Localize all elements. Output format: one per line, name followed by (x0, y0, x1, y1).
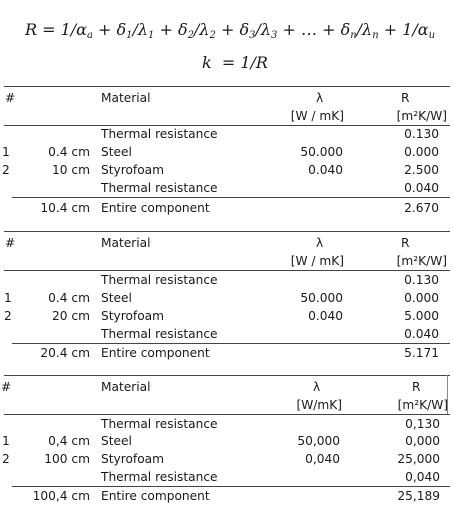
row-r: 0.000 (404, 291, 439, 305)
formula-subscript: n (372, 30, 379, 41)
header-rule (4, 125, 450, 126)
row-r: 0.130 (404, 273, 439, 287)
k-formula (8, 53, 454, 72)
col-lambda-header: λ (316, 236, 324, 250)
r-terms (61, 20, 435, 39)
row-thickness: 100 cm (44, 452, 90, 466)
formula-subscript: u (428, 30, 436, 41)
formula-term: + 1/α (378, 20, 429, 39)
row-r: 5.000 (404, 309, 439, 323)
header-rule (4, 414, 450, 415)
formula-subscript: 1 (126, 30, 133, 41)
row-material: Thermal resistance (101, 327, 218, 341)
row-thickness: 0,4 cm (48, 434, 90, 448)
col-lambda-unit: [W / mK] (290, 254, 344, 268)
row-r: 0.040 (404, 327, 439, 341)
row-material: Thermal resistance (101, 127, 218, 141)
col-hash-header: # (5, 91, 16, 105)
col-lambda-unit: [W/mK] (296, 398, 342, 412)
r-equals: = (36, 20, 61, 39)
row-num: 2 (2, 163, 10, 177)
col-lambda-unit: [W / mK] (290, 109, 344, 123)
total-thickness: 20.4 cm (40, 346, 90, 360)
formula-term: /λ (194, 20, 210, 39)
formula-subscript: 1 (148, 30, 155, 41)
col-r-header: R (412, 380, 421, 394)
formula-subscript: n (350, 30, 357, 41)
total-label: Entire component (101, 346, 210, 360)
total-thickness: 10.4 cm (40, 201, 90, 215)
col-lambda-header: λ (316, 91, 324, 105)
col-hash-header: # (5, 236, 16, 250)
row-r: 0.040 (404, 181, 439, 195)
row-thickness: 10 cm (52, 163, 90, 177)
row-material: Thermal resistance (101, 470, 218, 484)
total-label: Entire component (101, 489, 210, 503)
row-r: 0,000 (405, 434, 440, 448)
total-r: 25,189 (397, 489, 440, 503)
row-num: 1 (2, 434, 10, 448)
row-material: Styrofoam (101, 309, 165, 323)
formula-term: /λ (132, 20, 149, 39)
formula-term: /λ (255, 20, 272, 39)
formula-term: + δ (215, 20, 250, 39)
total-thickness: 100,4 cm (32, 489, 90, 503)
col-r-header: R (401, 236, 410, 250)
row-material: Thermal resistance (101, 273, 218, 287)
col-material-header: Material (101, 91, 151, 105)
row-r: 0.130 (404, 127, 439, 141)
formula-subscript: 3 (249, 30, 256, 41)
total-rule (12, 486, 450, 487)
formula-subscript: 2 (209, 30, 216, 41)
row-material: Thermal resistance (101, 417, 218, 431)
formula-subscript: a (86, 30, 93, 41)
row-r: 0,040 (405, 470, 440, 484)
header-rule (4, 270, 450, 271)
row-lambda: 0.040 (308, 309, 343, 323)
row-material: Thermal resistance (101, 181, 218, 195)
total-r: 5.171 (404, 346, 439, 360)
row-material: Styrofoam (101, 163, 165, 177)
formula-subscript: 2 (187, 30, 194, 41)
row-lambda: 50.000 (300, 291, 343, 305)
row-lambda: 0,040 (305, 452, 340, 466)
r-lhs: R (24, 20, 37, 39)
row-thickness: 0.4 cm (48, 145, 90, 159)
total-label: Entire component (101, 201, 210, 215)
row-material: Steel (101, 434, 132, 448)
formula-term: 1/α (60, 20, 87, 39)
col-lambda-header: λ (313, 380, 321, 394)
row-thickness: 0.4 cm (48, 291, 90, 305)
row-material: Steel (101, 145, 132, 159)
col-material-header: Material (101, 236, 151, 250)
formula-term: + … + δ (277, 20, 351, 39)
row-num: 2 (2, 452, 10, 466)
row-material: Styrofoam (101, 452, 165, 466)
table-top-rule (4, 375, 450, 376)
col-r-unit: [m²K/W] (397, 398, 448, 412)
row-lambda: 50,000 (297, 434, 340, 448)
row-material: Steel (101, 291, 132, 305)
formula-subscript: 3 (271, 30, 278, 41)
table-top-rule (4, 86, 450, 87)
table-top-rule (4, 231, 450, 232)
row-lambda: 50.000 (300, 145, 343, 159)
formula-term: + δ (154, 20, 188, 39)
total-r: 2.670 (404, 201, 439, 215)
total-rule (12, 343, 450, 344)
col-r-unit: [m²K/W] (396, 254, 447, 268)
total-rule (12, 197, 450, 198)
col-r-header: R (401, 91, 410, 105)
formula-term: + δ (92, 20, 127, 39)
col-material-header: Material (101, 380, 151, 394)
row-r: 0.000 (404, 145, 439, 159)
formula-term: /λ (356, 20, 373, 39)
row-num: 2 (4, 309, 12, 323)
row-r: 25,000 (397, 452, 440, 466)
col-r-unit: [m²K/W] (396, 109, 447, 123)
row-r: 2.500 (404, 163, 439, 177)
row-r: 0,130 (405, 417, 440, 431)
row-num: 1 (4, 291, 12, 305)
row-num: 1 (2, 145, 10, 159)
col-hash-header: # (1, 380, 12, 394)
k-line: k = 1/R (202, 53, 268, 72)
row-thickness: 20 cm (52, 309, 90, 323)
row-lambda: 0.040 (308, 163, 343, 177)
r-formula (3, 20, 454, 41)
